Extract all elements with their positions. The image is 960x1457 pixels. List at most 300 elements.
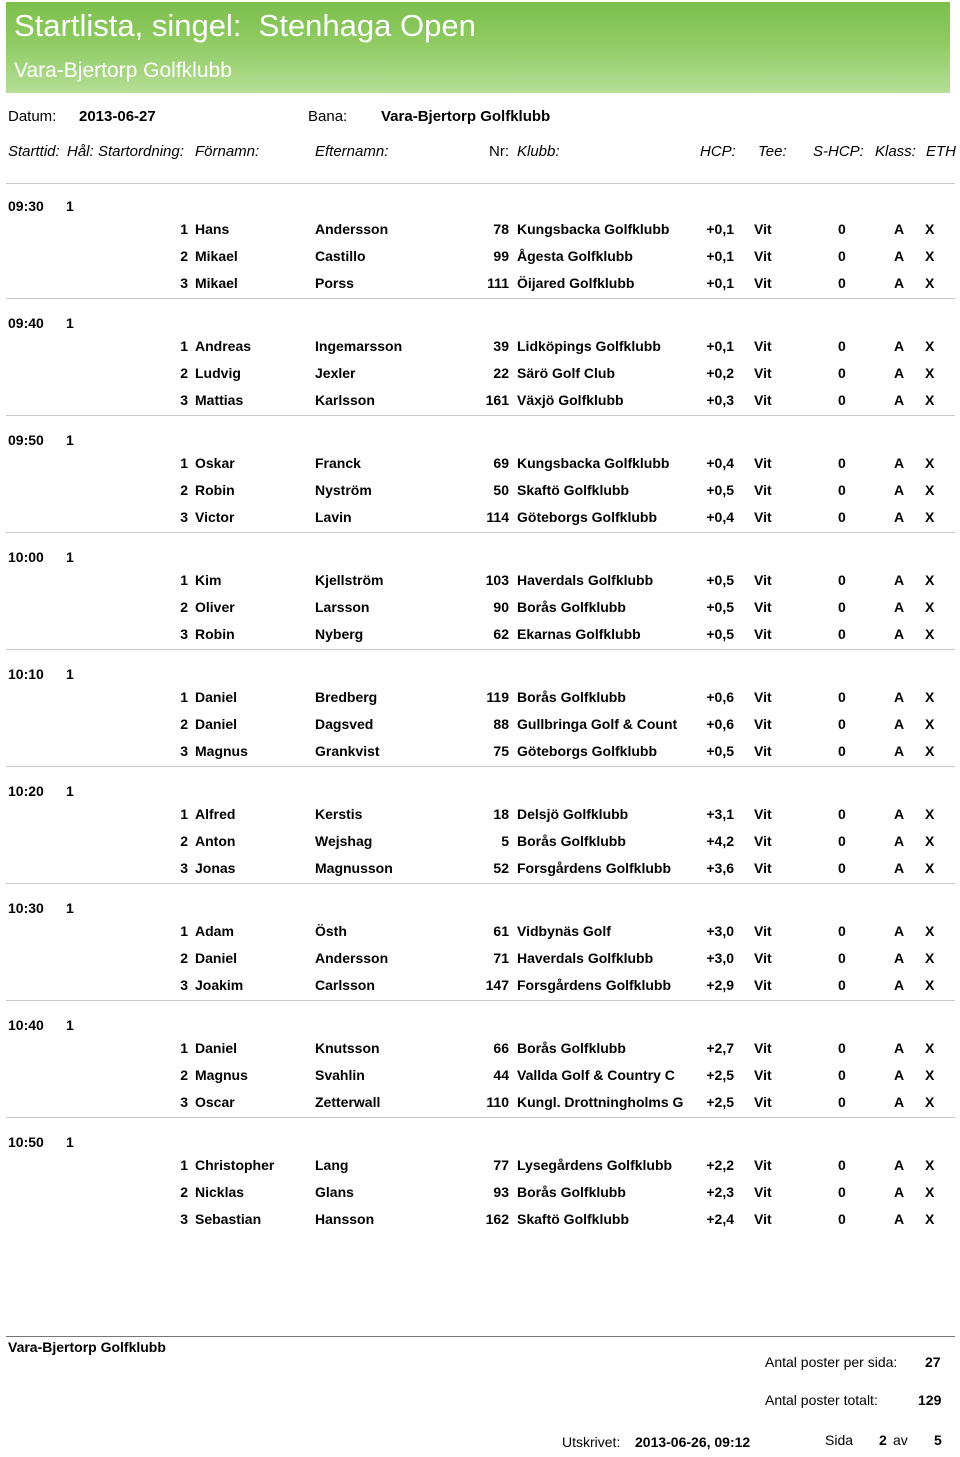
player-number: 50: [493, 482, 509, 498]
player-club: Göteborgs Golfklubb: [517, 743, 657, 759]
player-class: A: [894, 806, 905, 822]
player-shcp: 0: [838, 689, 846, 705]
player-order: 3: [180, 977, 188, 993]
player-last-name: Carlsson: [315, 977, 375, 993]
player-row: [0, 689, 960, 711]
player-first-name: Robin: [195, 626, 235, 642]
player-last-name: Hansson: [315, 1211, 375, 1227]
group-hole: 1: [66, 198, 74, 214]
player-club: Ekarnas Golfklubb: [517, 626, 641, 642]
player-last-name: Magnusson: [315, 860, 393, 876]
player-first-name: Hans: [195, 221, 230, 237]
player-class: A: [894, 833, 905, 849]
player-number: 39: [493, 338, 509, 354]
player-first-name: Daniel: [195, 689, 238, 705]
player-hcp: +0,5: [706, 599, 734, 615]
player-class: A: [894, 1157, 905, 1173]
player-order: 3: [180, 509, 188, 525]
player-number: 162: [485, 1211, 509, 1227]
player-hcp: +0,6: [706, 716, 734, 732]
player-eth: X: [925, 509, 935, 525]
player-shcp: 0: [838, 1067, 846, 1083]
player-club: Haverdals Golfklubb: [517, 950, 654, 966]
start-group: [0, 1005, 960, 1122]
start-group: [0, 771, 960, 888]
player-tee: Vit: [754, 860, 772, 876]
player-order: 3: [180, 1094, 188, 1110]
start-group: [0, 186, 960, 303]
player-last-name: Wejshag: [315, 833, 373, 849]
player-first-name: Sebastian: [195, 1211, 262, 1227]
player-number: 88: [493, 716, 509, 732]
per-page-value: 27: [925, 1354, 941, 1370]
page-label: Sida: [825, 1432, 854, 1448]
player-number: 62: [493, 626, 509, 642]
player-last-name: Zetterwall: [315, 1094, 381, 1110]
player-eth: X: [925, 626, 935, 642]
player-row: [0, 221, 960, 243]
player-hcp: +2,2: [706, 1157, 734, 1173]
player-tee: Vit: [754, 923, 772, 939]
player-class: A: [894, 338, 905, 354]
player-first-name: Adam: [195, 923, 234, 939]
player-club: Skaftö Golfklubb: [517, 1211, 629, 1227]
player-tee: Vit: [754, 1067, 772, 1083]
player-eth: X: [925, 1157, 935, 1173]
player-order: 1: [180, 923, 188, 939]
player-order: 2: [180, 248, 188, 264]
group-divider: [6, 1117, 955, 1118]
player-row: [0, 338, 960, 360]
header-divider: [6, 183, 955, 184]
player-class: A: [894, 1184, 905, 1200]
player-number: 77: [493, 1157, 509, 1173]
player-tee: Vit: [754, 392, 772, 408]
bana-label: Bana:: [308, 108, 348, 125]
player-row: [0, 626, 960, 648]
player-order: 2: [180, 1184, 188, 1200]
player-number: 18: [493, 806, 509, 822]
player-order: 2: [180, 1067, 188, 1083]
player-order: 2: [180, 950, 188, 966]
player-row: [0, 977, 960, 999]
player-number: 44: [493, 1067, 509, 1083]
player-shcp: 0: [838, 716, 846, 732]
player-shcp: 0: [838, 248, 846, 264]
page-title: Startlista, singel: Stenhaga Open: [14, 8, 476, 43]
group-divider: [6, 1000, 955, 1001]
player-first-name: Mikael: [195, 248, 238, 264]
player-club: Haverdals Golfklubb: [517, 572, 654, 588]
player-club: Ågesta Golfklubb: [517, 248, 633, 264]
player-last-name: Bredberg: [315, 689, 378, 705]
player-shcp: 0: [838, 275, 846, 291]
player-club: Forsgårdens Golfklubb: [517, 860, 672, 876]
player-row: [0, 860, 960, 882]
start-group: [0, 1122, 960, 1239]
player-last-name: Nyberg: [315, 626, 364, 642]
player-class: A: [894, 599, 905, 615]
player-last-name: Glans: [315, 1184, 354, 1200]
player-shcp: 0: [838, 923, 846, 939]
player-shcp: 0: [838, 221, 846, 237]
player-first-name: Christopher: [195, 1157, 275, 1173]
player-number: 61: [493, 923, 509, 939]
player-tee: Vit: [754, 806, 772, 822]
player-number: 93: [493, 1184, 509, 1200]
player-eth: X: [925, 950, 935, 966]
group-start-time: 10:00: [8, 549, 44, 565]
group-start-time: 10:10: [8, 666, 44, 682]
col-hcp: HCP:: [700, 143, 736, 160]
player-club: Växjö Golfklubb: [517, 392, 624, 408]
player-class: A: [894, 365, 905, 381]
player-first-name: Joakim: [195, 977, 244, 993]
player-hcp: +2,3: [706, 1184, 734, 1200]
player-tee: Vit: [754, 338, 772, 354]
player-club: Vidbynäs Golf: [517, 923, 611, 939]
player-row: [0, 572, 960, 594]
player-first-name: Oscar: [195, 1094, 235, 1110]
player-row: [0, 1157, 960, 1179]
player-order: 2: [180, 365, 188, 381]
player-shcp: 0: [838, 392, 846, 408]
player-tee: Vit: [754, 509, 772, 525]
player-class: A: [894, 509, 905, 525]
per-page-label: Antal poster per sida:: [765, 1354, 898, 1370]
player-first-name: Daniel: [195, 1040, 238, 1056]
player-eth: X: [925, 1040, 935, 1056]
player-row: [0, 248, 960, 270]
player-tee: Vit: [754, 1094, 772, 1110]
player-shcp: 0: [838, 860, 846, 876]
player-first-name: Andreas: [195, 338, 252, 354]
player-tee: Vit: [754, 248, 772, 264]
player-shcp: 0: [838, 599, 846, 615]
player-order: 2: [180, 482, 188, 498]
printed-value: 2013-06-26, 09:12: [635, 1434, 751, 1450]
player-club: Gullbringa Golf & Count: [517, 716, 678, 732]
player-row: [0, 599, 960, 621]
group-hole: 1: [66, 432, 74, 448]
col-efternamn: Efternamn:: [315, 143, 389, 160]
player-hcp: +0,5: [706, 743, 734, 759]
player-number: 52: [493, 860, 509, 876]
player-last-name: Lang: [315, 1157, 349, 1173]
player-number: 66: [493, 1040, 509, 1056]
player-number: 99: [493, 248, 509, 264]
player-eth: X: [925, 572, 935, 588]
col-startordning: Startordning:: [98, 143, 184, 160]
player-row: [0, 365, 960, 387]
player-tee: Vit: [754, 455, 772, 471]
player-last-name: Franck: [315, 455, 361, 471]
col-shcp: S-HCP:: [813, 143, 864, 160]
player-hcp: +3,0: [706, 923, 734, 939]
footer-club-name: Vara-Bjertorp Golfklubb: [8, 1339, 166, 1355]
player-club: Kungsbacka Golfklubb: [517, 221, 670, 237]
player-hcp: +4,2: [706, 833, 734, 849]
player-number: 103: [485, 572, 509, 588]
player-shcp: 0: [838, 833, 846, 849]
player-last-name: Porss: [315, 275, 354, 291]
player-number: 147: [485, 977, 509, 993]
page-of: av: [893, 1432, 908, 1448]
player-last-name: Nyström: [315, 482, 372, 498]
player-row: [0, 1094, 960, 1116]
total-label: Antal poster totalt:: [765, 1392, 878, 1408]
player-tee: Vit: [754, 950, 772, 966]
player-row: [0, 1067, 960, 1089]
player-class: A: [894, 977, 905, 993]
player-class: A: [894, 716, 905, 732]
player-order: 1: [180, 689, 188, 705]
player-first-name: Oskar: [195, 455, 235, 471]
col-klass: Klass:: [875, 143, 916, 160]
group-hole: 1: [66, 900, 74, 916]
player-last-name: Jexler: [315, 365, 356, 381]
player-shcp: 0: [838, 509, 846, 525]
player-last-name: Andersson: [315, 221, 389, 237]
player-first-name: Magnus: [195, 1067, 248, 1083]
player-first-name: Nicklas: [195, 1184, 245, 1200]
player-club: Kungsbacka Golfklubb: [517, 455, 670, 471]
player-tee: Vit: [754, 977, 772, 993]
player-eth: X: [925, 248, 935, 264]
player-first-name: Mikael: [195, 275, 238, 291]
player-row: [0, 743, 960, 765]
player-order: 3: [180, 860, 188, 876]
page-current: 2: [879, 1432, 887, 1448]
player-row: [0, 509, 960, 531]
player-order: 1: [180, 1040, 188, 1056]
player-eth: X: [925, 338, 935, 354]
player-club: Delsjö Golfklubb: [517, 806, 629, 822]
player-class: A: [894, 626, 905, 642]
player-number: 22: [493, 365, 509, 381]
player-tee: Vit: [754, 1184, 772, 1200]
player-last-name: Kjellström: [315, 572, 384, 588]
player-class: A: [894, 950, 905, 966]
player-club: Skaftö Golfklubb: [517, 482, 629, 498]
player-shcp: 0: [838, 338, 846, 354]
player-row: [0, 455, 960, 477]
group-divider: [6, 766, 955, 767]
page-subtitle: Vara-Bjertorp Golfklubb: [14, 59, 232, 82]
player-hcp: +0,1: [706, 338, 734, 354]
player-eth: X: [925, 392, 935, 408]
player-club: Forsgårdens Golfklubb: [517, 977, 672, 993]
player-hcp: +2,5: [706, 1094, 734, 1110]
start-group: [0, 888, 960, 1005]
player-row: [0, 1040, 960, 1062]
player-last-name: Andersson: [315, 950, 389, 966]
player-tee: Vit: [754, 482, 772, 498]
player-hcp: +0,3: [706, 392, 734, 408]
printed-label: Utskrivet:: [562, 1434, 621, 1450]
player-club: Öijared Golfklubb: [517, 275, 635, 291]
player-hcp: +0,5: [706, 482, 734, 498]
player-last-name: Knutsson: [315, 1040, 380, 1056]
player-tee: Vit: [754, 743, 772, 759]
player-club: Göteborgs Golfklubb: [517, 509, 657, 525]
player-first-name: Kim: [195, 572, 222, 588]
player-hcp: +2,5: [706, 1067, 734, 1083]
player-row: [0, 806, 960, 828]
player-row: [0, 482, 960, 504]
start-group: [0, 303, 960, 420]
player-row: [0, 716, 960, 738]
player-tee: Vit: [754, 1211, 772, 1227]
player-order: 3: [180, 275, 188, 291]
player-hcp: +2,9: [706, 977, 734, 993]
player-club: Särö Golf Club: [517, 365, 615, 381]
player-club: Kungl. Drottningholms G: [517, 1094, 684, 1110]
player-shcp: 0: [838, 977, 846, 993]
player-class: A: [894, 572, 905, 588]
col-hal: Hål:: [67, 143, 94, 160]
player-class: A: [894, 275, 905, 291]
player-eth: X: [925, 860, 935, 876]
player-tee: Vit: [754, 833, 772, 849]
player-eth: X: [925, 1094, 935, 1110]
player-club: Borås Golfklubb: [517, 689, 626, 705]
datum-label: Datum:: [8, 108, 57, 125]
player-first-name: Magnus: [195, 743, 248, 759]
player-order: 2: [180, 599, 188, 615]
player-shcp: 0: [838, 1094, 846, 1110]
player-row: [0, 1211, 960, 1233]
player-club: Borås Golfklubb: [517, 1184, 626, 1200]
player-tee: Vit: [754, 572, 772, 588]
player-hcp: +0,4: [706, 509, 734, 525]
player-order: 2: [180, 833, 188, 849]
player-last-name: Ingemarsson: [315, 338, 403, 354]
player-first-name: Anton: [195, 833, 236, 849]
player-number: 5: [501, 833, 509, 849]
player-order: 3: [180, 743, 188, 759]
player-first-name: Alfred: [195, 806, 236, 822]
player-first-name: Ludvig: [195, 365, 241, 381]
player-hcp: +0,5: [706, 626, 734, 642]
player-number: 114: [486, 509, 509, 525]
player-shcp: 0: [838, 1157, 846, 1173]
col-nr: Nr:: [489, 143, 509, 160]
group-hole: 1: [66, 549, 74, 565]
player-eth: X: [925, 1211, 935, 1227]
player-tee: Vit: [754, 1040, 772, 1056]
player-club: Borås Golfklubb: [517, 1040, 626, 1056]
group-hole: 1: [66, 1017, 74, 1033]
datum-value: 2013-06-27: [79, 108, 156, 125]
player-hcp: +0,6: [706, 689, 734, 705]
group-hole: 1: [66, 666, 74, 682]
player-last-name: Kerstis: [315, 806, 363, 822]
player-tee: Vit: [754, 221, 772, 237]
player-number: 90: [493, 599, 509, 615]
player-order: 2: [180, 716, 188, 732]
player-eth: X: [925, 221, 935, 237]
player-hcp: +0,2: [706, 365, 734, 381]
player-number: 111: [487, 275, 509, 291]
player-class: A: [894, 455, 905, 471]
player-eth: X: [925, 1184, 935, 1200]
player-row: [0, 923, 960, 945]
player-first-name: Victor: [195, 509, 235, 525]
player-eth: X: [925, 482, 935, 498]
col-tee: Tee:: [758, 143, 787, 160]
player-class: A: [894, 1040, 905, 1056]
player-hcp: +2,7: [706, 1040, 734, 1056]
player-number: 119: [486, 689, 509, 705]
player-class: A: [894, 248, 905, 264]
player-last-name: Lavin: [315, 509, 352, 525]
player-last-name: Castillo: [315, 248, 366, 264]
group-hole: 1: [66, 1134, 74, 1150]
player-first-name: Robin: [195, 482, 235, 498]
player-hcp: +0,5: [706, 572, 734, 588]
group-divider: [6, 298, 955, 299]
player-shcp: 0: [838, 1211, 846, 1227]
player-club: Borås Golfklubb: [517, 599, 626, 615]
player-last-name: Grankvist: [315, 743, 380, 759]
player-last-name: Larsson: [315, 599, 370, 615]
player-shcp: 0: [838, 806, 846, 822]
player-first-name: Mattias: [195, 392, 244, 408]
player-eth: X: [925, 455, 935, 471]
player-eth: X: [925, 599, 935, 615]
player-hcp: +0,4: [706, 455, 734, 471]
player-eth: X: [925, 689, 935, 705]
page-total: 5: [934, 1432, 942, 1448]
group-start-time: 10:20: [8, 783, 44, 799]
player-class: A: [894, 1094, 905, 1110]
player-shcp: 0: [838, 455, 846, 471]
player-class: A: [894, 743, 905, 759]
player-number: 71: [493, 950, 509, 966]
player-last-name: Dagsved: [315, 716, 374, 732]
start-group: [0, 537, 960, 654]
player-order: 1: [180, 221, 188, 237]
player-first-name: Daniel: [195, 716, 238, 732]
player-eth: X: [925, 365, 935, 381]
player-hcp: +3,0: [706, 950, 734, 966]
title-banner: [6, 2, 950, 93]
group-start-time: 10:50: [8, 1134, 44, 1150]
player-class: A: [894, 1067, 905, 1083]
player-club: Borås Golfklubb: [517, 833, 626, 849]
player-row: [0, 950, 960, 972]
player-order: 1: [180, 806, 188, 822]
col-klubb: Klubb:: [517, 143, 560, 160]
player-tee: Vit: [754, 365, 772, 381]
group-divider: [6, 883, 955, 884]
player-number: 75: [493, 743, 509, 759]
player-row: [0, 275, 960, 297]
player-shcp: 0: [838, 365, 846, 381]
player-number: 110: [486, 1094, 509, 1110]
player-number: 161: [485, 392, 509, 408]
player-number: 78: [493, 221, 509, 237]
player-club: Lysegårdens Golfklubb: [517, 1157, 673, 1173]
player-class: A: [894, 482, 905, 498]
player-shcp: 0: [838, 626, 846, 642]
player-eth: X: [925, 743, 935, 759]
player-row: [0, 833, 960, 855]
player-eth: X: [925, 833, 935, 849]
player-row: [0, 392, 960, 414]
start-group: [0, 654, 960, 771]
